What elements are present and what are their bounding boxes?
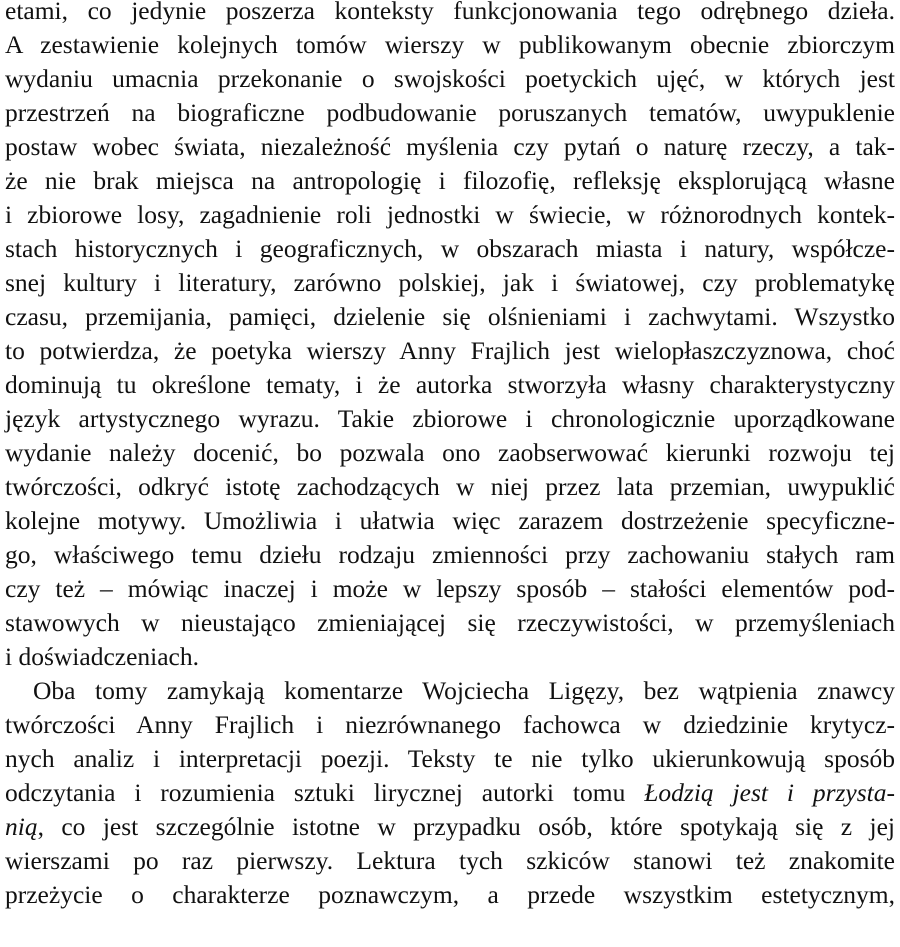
text-line: twórczości, odkryć istotę zachodzących w niej przez lata przemian, uwypuklić xyxy=(5,472,895,501)
text-line: że nie brak miejsca na antropologię i filozofię, refleksję eksplorującą własne xyxy=(5,166,895,195)
text-line: czy też – mówiąc inaczej i może w lepszy sposób – stałości elementów pod- xyxy=(5,574,895,603)
text-line xyxy=(5,776,895,810)
text-line xyxy=(5,810,895,844)
text-line: i doświadczeniach. xyxy=(5,642,200,671)
text-line: przeżycie o charakterze poznawczym, a przede wszystkim estetycznym, xyxy=(5,880,895,909)
text-line: stach historycznych i geograficznych, w obszarach miasta i natury, współcze- xyxy=(5,234,895,263)
text-line: kolejne motywy. Umożliwia i ułatwia więc zarazem dostrzeżenie specyficzne- xyxy=(5,506,895,535)
text-segment: , co jest szczególnie istotne w przypadku osób, które spotykają się z jej xyxy=(37,812,895,841)
text-line: twórczości Anny Frajlich i niezrównanego fachowca w dziedzinie krytycz- xyxy=(5,710,895,739)
book-title-italic: nią xyxy=(5,812,38,841)
text-line: postaw wobec świata, niezależność myślenia czy pytań o naturę rzeczy, a tak- xyxy=(5,132,895,161)
text-line: wydaniu umacnia przekonanie o swojskości poetyckich ujęć, w których jest xyxy=(5,64,895,93)
text-line: etami, co jedynie poszerza konteksty funkcjonowania tego odrębnego dzieła. xyxy=(5,0,895,25)
text-line: wydanie należy docenić, bo pozwala ono zaobserwować kierunki rozwoju tej xyxy=(5,438,895,467)
text-line: A zestawienie kolejnych tomów wierszy w publikowanym obecnie zbiorczym xyxy=(5,30,895,59)
text-line: i zbiorowe losy, zagadnienie roli jednostki w świecie, w różnorodnych kontek- xyxy=(5,200,895,229)
text-line: język artystycznego wyrazu. Takie zbiorowe i chronologicznie uporządkowane xyxy=(5,404,895,433)
text-line: go, właściwego temu dziełu rodzaju zmienności przy zachowaniu stałych ram xyxy=(5,540,895,569)
text-segment: odczytania i rozumienia sztuki lirycznej autorki tomu xyxy=(5,778,645,807)
text-line: przestrzeń na biograficzne podbudowanie poruszanych tematów, uwypuklenie xyxy=(5,98,895,127)
text-line: dominują tu określone tematy, i że autorka stworzyła własny charakterystyczny xyxy=(5,370,895,399)
text-line: stawowych w nieustająco zmieniającej się rzeczywistości, w przemyśleniach xyxy=(5,608,895,637)
book-title-italic: Łodzią jest i przysta- xyxy=(644,778,895,807)
text-line: Oba tomy zamykają komentarze Wojciecha Ligęzy, bez wątpienia znawcy xyxy=(33,676,895,705)
text-line: czasu, przemijania, pamięci, dzielenie się olśnieniami i zachwytami. Wszystko xyxy=(5,302,895,331)
text-line: wierszami po raz pierwszy. Lektura tych szkiców stanowi też znakomite xyxy=(5,846,895,875)
text-line: nych analiz i interpretacji poezji. Teksty te nie tylko ukierunkowują sposób xyxy=(5,744,895,773)
text-line: to potwierdza, że poetyka wierszy Anny Frajlich jest wielopłaszczyznowa, choć xyxy=(5,336,895,365)
text-line: snej kultury i literatury, zarówno polskiej, jak i światowej, czy problematykę xyxy=(5,268,895,297)
